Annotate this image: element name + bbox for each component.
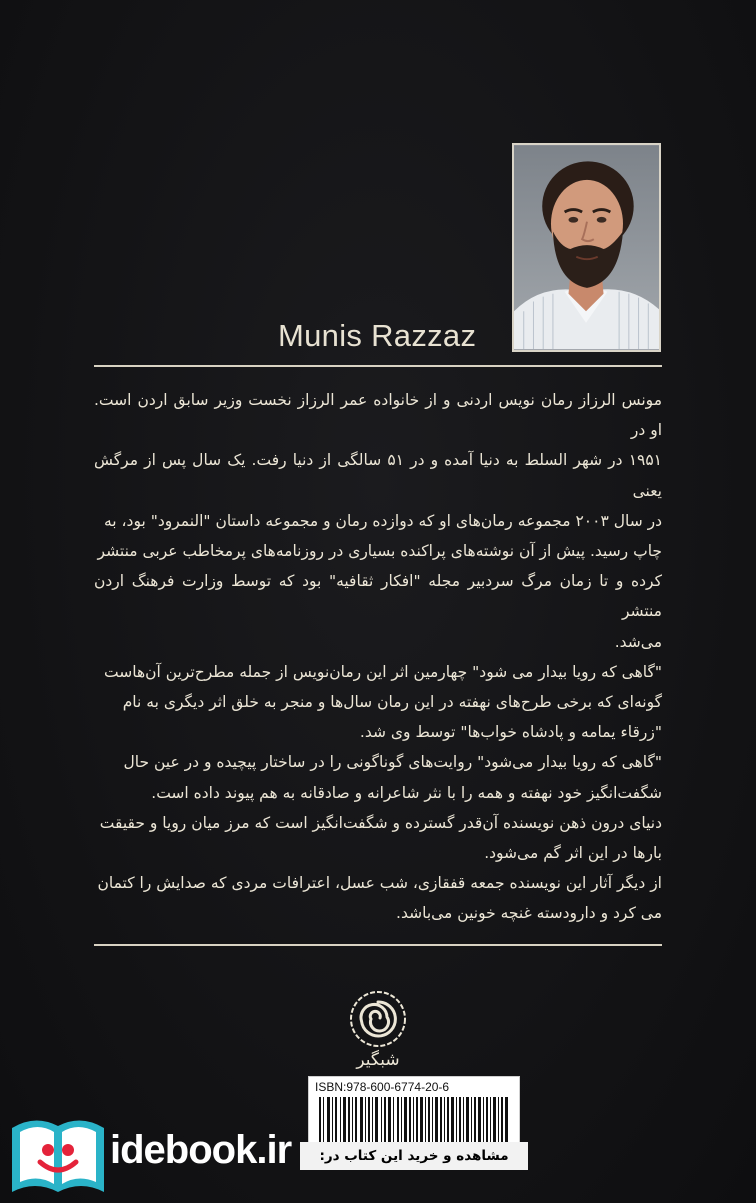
bio-line: کرده و تا زمان مرگ سردبیر مجله "افکار ثقافیه" بود که توسط وزارت فرهنگ اردن منتشر [94,572,662,621]
bio-line: ۱۹۵۱ در شهر السلط به دنیا آمده و در ۵۱ سالگی از دنیا رفت. یک سال پس از مرگش یعنی [94,451,662,500]
bio-line: "گاهی که رویا بیدار می شود" چهارمین اثر این رمان‌نویس از جمله مطرح‌ترین آن‌هاست [104,662,662,681]
bio-line: "زرقاء یمامه و پادشاه خواب‌ها" توسط وی شد. [359,723,662,742]
bio-line: بارها در این اثر گم می‌شود. [484,844,662,863]
bio-line: از دیگر آثار این نویسنده جمعه قفقازی، شب عسل، اعترافات مردی که صدایش را کتمان [97,874,662,893]
watermark-brand-prefix: idebook [110,1128,257,1172]
top-divider [94,365,662,367]
author-name: Munis Razzaz [278,318,477,353]
barcode-icon [319,1097,509,1147]
bio-line: می کرد و دارودسته غنچه خونین می‌باشد. [396,904,662,923]
book-logo-icon [8,1100,108,1200]
publisher-name: شبگیر [356,1050,400,1070]
author-photo [512,143,661,352]
author-biography [94,385,662,929]
isbn-number: ISBN:978-600-6774-20-6 [315,1080,450,1094]
bio-line: گونه‌ای که برخی طرح‌های نهفته در این رمان سال‌ها و منجر به خلق اثر دیگری به نام [122,693,662,712]
publisher-logo-icon [349,990,407,1048]
bio-line: چاپ رسید. پیش از آن نوشته‌های پراکنده بسیاری در روزنامه‌های پرمخاطب عربی منتشر [97,542,662,561]
author-portrait-image [514,145,659,350]
bottom-divider [94,944,662,946]
watermark-label: مشاهده و خرید این کتاب در: [300,1142,528,1170]
bio-line: "گاهی که رویا بیدار می‌شود" روایت‌های گوناگونی را در ساختار پیچیده و در عین حال [123,753,662,772]
bio-line: در سال ۲۰۰۳ مجموعه رمان‌های او که دوازده رمان و مجموعه داستان "النمرود" بود، به [103,511,662,530]
watermark-brand-suffix: .ir [256,1128,292,1172]
watermark-brand[interactable] [110,1128,291,1173]
bio-line: دنیای درون ذهن نویسنده آن‌قدر گسترده و شگفت‌انگیز است که مرز میان رویا و حقیقت [99,813,662,832]
bio-line: مونس الرزاز رمان نویس اردنی و از خانواده عمر الرزاز نخست وزیر سابق اردن است. او در [94,391,662,440]
bio-line: شگفت‌انگیز خود نهفته و همه را با نثر شاعرانه و صادقانه به هم پیوند داده است. [151,783,662,802]
bio-line: می‌شد. [614,632,662,651]
